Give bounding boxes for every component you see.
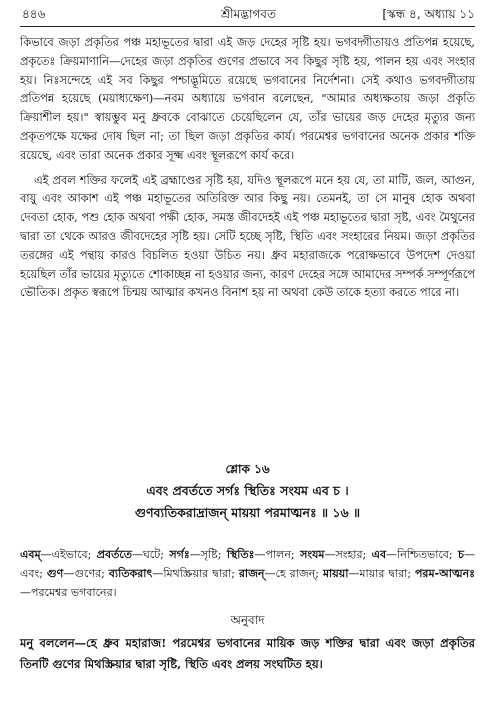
synonym-term: সংযম: [300, 548, 325, 561]
synonym-term: সর্গঃ: [169, 548, 190, 561]
verse-text: [20, 480, 475, 524]
synonym-entry: [109, 567, 239, 580]
synonym-entry: [169, 548, 226, 561]
synonym-meaning: —মিথস্ক্রিয়ার দ্বারা;: [152, 567, 239, 580]
verse-line-1: এবং প্রবর্ততে সর্গঃ স্থিতিঃ সংযম এব চ ।: [146, 483, 349, 498]
synonym-term: গুণ: [46, 567, 64, 580]
synonym-entry: [47, 567, 109, 580]
synonym-entry: [227, 548, 300, 561]
verse-line-2: গুণব্যতিকরাদ্রাজন্ মায়য়া পরমাত্মনঃ ॥ ১৬ ॥: [134, 505, 361, 520]
synonym-entry: [20, 548, 97, 561]
synonym-term: প্রবর্ততে: [96, 548, 133, 561]
synonym-term: পরম-আত্মনঃ: [414, 567, 476, 580]
synonym-term: মায়য়া: [322, 567, 349, 580]
synonym-entry: [372, 548, 458, 561]
page-number: ৪৪৬: [22, 7, 46, 21]
synonym-meaning: —এইভাবে;: [40, 548, 97, 561]
purport-paragraph-1: কিভাবে জড়া প্রকৃতির পঞ্চ মহাভূতের দ্বারা এই জড় দেহের সৃষ্টি হয়। ভগবদ্গীতায়ও প্রতিপন্ন হয়েছে, প্রকৃতেঃ ক্রিয়মাণানি—দেহের জড়া প্রকৃতির গুণের প্রভাবে সব কিছুর সৃষ্টি হয়, পালন হয় এবং সংহার হয়। নিঃসন্দেহে এই সব কিছুর পশ্চাদ্ভূমিতে রয়েছে ভগবানের নির্দেশনা। সেই কথাও ভগবদ্গীতায় প্রতিপন্ন হয়েছে (ময়াধ্যক্ষেণ)—নবম অধ্যায়ে ভগবান বলেছেন, "আমার অধ্যক্ষতায় জড়া প্রকৃতি ক্রিয়াশীল হয়।" স্বায়ম্ভুব মনু ধ্রুবকে বোঝাতে চেয়েছিলেন যে, তাঁর ভায়ের জড় দেহের মৃত্যুর জন্য প্রকৃতপক্ষে যক্ষের দোষ ছিল না; তা ছিল জড়া প্রকৃতির কার্য। পরমেশ্বর ভগবানের অনেক প্রকার শক্তি রয়েছে, এবং তারা অনেক প্রকার সূক্ষ্ম এবং স্থূলরূপে কার্য করে।: [20, 36, 475, 162]
purport-paragraph-2: এই প্রবল শক্তির ফলেই এই ব্রহ্মাণ্ডের সৃষ্টি হয়, যদিও স্থূলরূপে মনে হয় যে, তা মাটি, জল, আগুন, বায়ু এবং আকাশ এই পঞ্চ মহাভূতের অতিরিক্ত আর কিছু নয়। তেমনই, তা সে মানুষ হোক অথবা দেবতা হোক, পশু হোক অথবা পক্ষী হোক, সমস্ত জীবদেহই এই পঞ্চ মহাভূতের দ্বারা সৃষ্ট, এবং মৈথুনের দ্বারা তা থেকে আরও জীবদেহের সৃষ্টি হয়। সেটি হচ্ছে সৃষ্টি, স্থিতি এবং সংহারের নিয়ম। জড়া প্রকৃতির তরঙ্গের এই পন্থায় কারও বিচলিত হওয়া উচিত নয়। ধ্রুব মহারাজকে পরোক্ষভাবে উপদেশ দেওয়া হয়েছিল তাঁর ভায়ের মৃত্যুতে শোকাচ্ছন্ন না হওয়ার জন্য, কারণ দেহের সঙ্গে আমাদের সম্পর্ক সম্পূর্ণরূপে ভৌতিক। প্রকৃত স্বরূপে চিন্ময় আত্মার কখনও বিনাশ হয় না অথবা কেউ তাকে হত্যা করতে পারে না।: [20, 173, 475, 300]
synonym-term: এবম্: [20, 548, 41, 561]
verse-heading: শ্লোক ১৬: [225, 462, 270, 476]
synonym-meaning: —পরমেশ্বর ভগবানের।: [20, 586, 117, 599]
synonym-meaning: —ঘটে;: [132, 548, 170, 561]
synonym-meaning: —মায়ার দ্বারা;: [348, 567, 415, 580]
synonym-meaning: —সংহার;: [324, 548, 372, 561]
synonym-meaning: —এবং;: [20, 548, 475, 580]
translation-text: মনু বললেন—হে ধ্রুব মহারাজ! পরমেশ্বর ভগবানের মায়িক জড় শক্তির দ্বারা এবং জড়া প্রকৃতির তিনটি গুণের মিথস্ক্রিয়ার দ্বারা সৃষ্টি, স্থিতি এবং প্রলয় সংঘটিত হয়।: [20, 636, 475, 671]
synonym-meaning: —পালন;: [254, 548, 301, 561]
synonym-term: রাজন্: [238, 567, 265, 580]
section-reference: [স্কন্ধ ৪, অধ্যায় ১১: [382, 7, 475, 21]
synonym-entry: [239, 567, 323, 580]
synonym-meaning: —হে রাজন্;: [264, 567, 323, 580]
synonym-term: ব্যতিকরাৎ: [108, 567, 153, 580]
synonym-entry: [97, 548, 170, 561]
synonym-entry: [300, 548, 372, 561]
header-divider: [20, 26, 475, 27]
synonym-term: চ: [458, 548, 464, 561]
purport-body: [20, 34, 475, 303]
book-title: শ্রীমদ্ভাগবত: [220, 7, 276, 21]
page-header: [22, 6, 475, 26]
synonym-term: স্থিতিঃ: [226, 548, 255, 561]
synonym-meaning: —সৃষ্টি;: [189, 548, 227, 561]
synonym-meaning: —নিশ্চিতভাবে;: [386, 548, 459, 561]
translation-heading: অনুবাদ: [230, 613, 265, 627]
synonym-entry: [323, 567, 415, 580]
synonym-meaning: —গুণের;: [63, 567, 109, 580]
synonym-term: এব: [371, 548, 387, 561]
synonyms-block: [20, 545, 475, 602]
